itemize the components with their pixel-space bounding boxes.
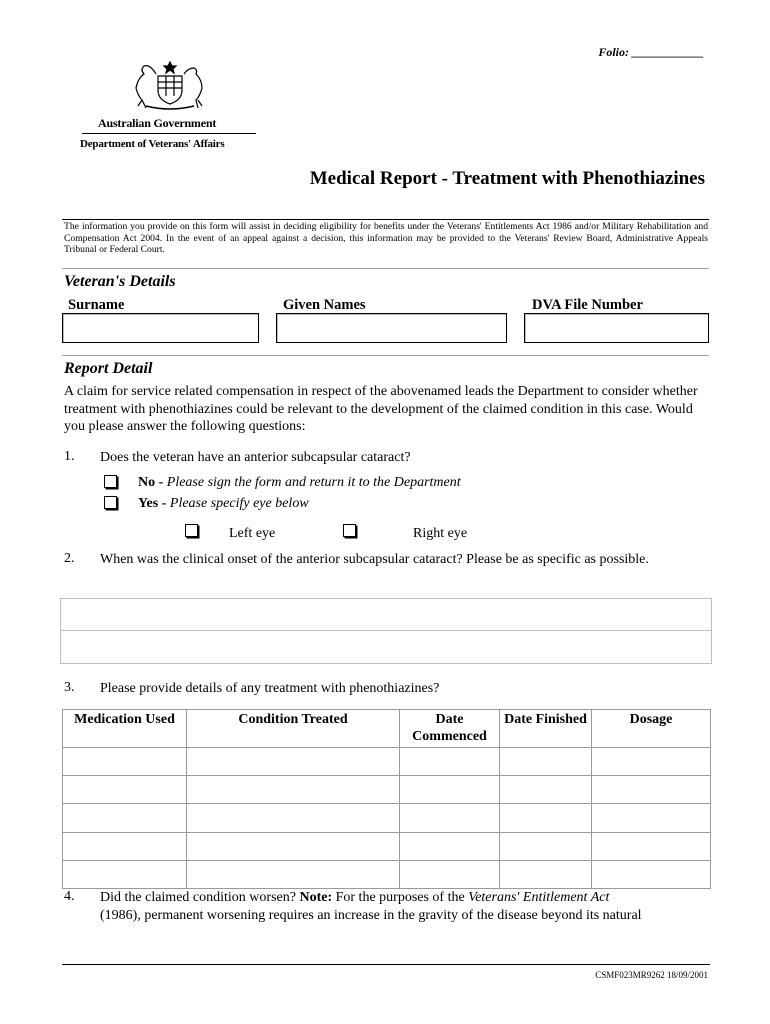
department-name: Department of Veterans' Affairs: [80, 138, 225, 150]
yes-option-label: Yes -: [138, 496, 167, 511]
folio-label: Folio: ____________: [598, 45, 704, 59]
table-cell[interactable]: [500, 804, 592, 832]
question-4-note-label: Note:: [299, 890, 333, 905]
table-cell[interactable]: [400, 776, 500, 804]
report-detail-heading: Report Detail: [64, 360, 153, 377]
answer-line: [61, 630, 711, 631]
table-cell[interactable]: [400, 832, 500, 860]
question-4-text-b: For the purposes of the: [335, 890, 465, 905]
table-row: [63, 832, 711, 860]
intro-text: The information you provide on this form will assist in deciding eligibility for benefits under the Veterans' Entitlements Act 1986 and/or Military Rehabilitation and Compensation Act 2004. In the event of an appeal against a decision, this information may be provided to the Veterans' Review Board, Administrative Appeals Tribunal or Federal Court.: [64, 221, 708, 255]
table-cell[interactable]: [592, 776, 711, 804]
surname-input[interactable]: [62, 313, 259, 343]
question-4-text-c: (1986), permanent worsening requires an increase in the gravity of the disease beyond its natural: [100, 907, 642, 923]
yes-checkbox[interactable]: [104, 496, 117, 509]
form-code: CSMF023MR9262 18/09/2001: [595, 970, 708, 980]
table-cell[interactable]: [63, 860, 187, 888]
table-cell[interactable]: [500, 748, 592, 776]
veterans-details-heading: Veteran's Details: [64, 273, 176, 290]
section-divider: [62, 355, 709, 356]
table-cell[interactable]: [63, 776, 187, 804]
right-eye-label: Right eye: [413, 526, 468, 541]
question-3-number: 3.: [64, 680, 75, 695]
question-2-number: 2.: [64, 551, 75, 566]
table-cell[interactable]: [63, 832, 187, 860]
table-cell[interactable]: [400, 860, 500, 888]
header-divider: [82, 133, 256, 134]
right-eye-checkbox[interactable]: [343, 524, 356, 537]
given-names-input[interactable]: [276, 313, 507, 343]
table-row: [63, 804, 711, 832]
table-row: [63, 860, 711, 888]
medication-table: [62, 709, 711, 889]
coat-of-arms-icon: [128, 60, 212, 112]
no-option-label: No -: [138, 475, 164, 490]
onset-answer-box[interactable]: [60, 598, 712, 664]
no-option-note: Please sign the form and return it to the Department: [166, 475, 461, 490]
table-cell[interactable]: [400, 748, 500, 776]
question-1-text: Does the veteran have an anterior subcapsular cataract?: [100, 450, 411, 465]
section-divider: [62, 268, 709, 269]
table-cell[interactable]: [187, 748, 400, 776]
table-cell[interactable]: [592, 860, 711, 888]
question-2-text: When was the clinical onset of the anterior subcapsular cataract? Please be as specific as possible.: [100, 552, 649, 567]
table-cell[interactable]: [400, 804, 500, 832]
file-number-input[interactable]: [524, 313, 709, 343]
table-cell[interactable]: [187, 776, 400, 804]
table-cell[interactable]: [592, 832, 711, 860]
left-eye-label: Left eye: [229, 526, 276, 541]
question-4-act-name: Veterans' Entitlement Act: [468, 890, 610, 905]
page-title: Medical Report - Treatment with Phenothiazines: [309, 168, 705, 189]
footer-divider: [62, 964, 710, 965]
column-header-condition: Condition Treated: [187, 710, 400, 748]
table-cell[interactable]: [592, 748, 711, 776]
question-4-number: 4.: [64, 889, 75, 904]
table-header-row: [63, 710, 711, 748]
table-cell[interactable]: [500, 860, 592, 888]
surname-label: Surname: [68, 297, 125, 313]
table-cell[interactable]: [187, 804, 400, 832]
table-cell[interactable]: [500, 776, 592, 804]
question-4-text-a: Did the claimed condition worsen?: [100, 890, 296, 905]
table-row: [63, 748, 711, 776]
no-checkbox[interactable]: [104, 475, 117, 488]
left-eye-checkbox[interactable]: [185, 524, 198, 537]
table-cell[interactable]: [187, 832, 400, 860]
column-header-dosage: Dosage: [592, 710, 711, 748]
question-4-text: [100, 889, 710, 924]
report-detail-paragraph: A claim for service related compensation in respect of the abovenamed leads the Department to consider whether treatment with phenothiazines could be relevant to the development of the claimed condition in this case. Would you please answer the following questions:: [64, 384, 698, 434]
file-number-label: DVA File Number: [532, 297, 643, 313]
title-divider: [62, 219, 709, 220]
table-cell[interactable]: [500, 832, 592, 860]
yes-option: [138, 496, 309, 512]
question-1-number: 1.: [64, 449, 75, 464]
column-header-date-finished: Date Finished: [500, 710, 592, 748]
given-names-label: Given Names: [283, 297, 366, 313]
table-cell[interactable]: [187, 860, 400, 888]
table-cell[interactable]: [592, 804, 711, 832]
question-3-text: Please provide details of any treatment with phenothiazines?: [100, 681, 440, 696]
column-header-date-commenced: Date Commenced: [400, 710, 500, 748]
no-option: [138, 475, 461, 491]
table-cell[interactable]: [63, 748, 187, 776]
column-header-medication: Medication Used: [63, 710, 187, 748]
yes-option-note: Please specify eye below: [169, 496, 309, 511]
table-row: [63, 776, 711, 804]
table-cell[interactable]: [63, 804, 187, 832]
government-name: Australian Government: [98, 116, 217, 130]
